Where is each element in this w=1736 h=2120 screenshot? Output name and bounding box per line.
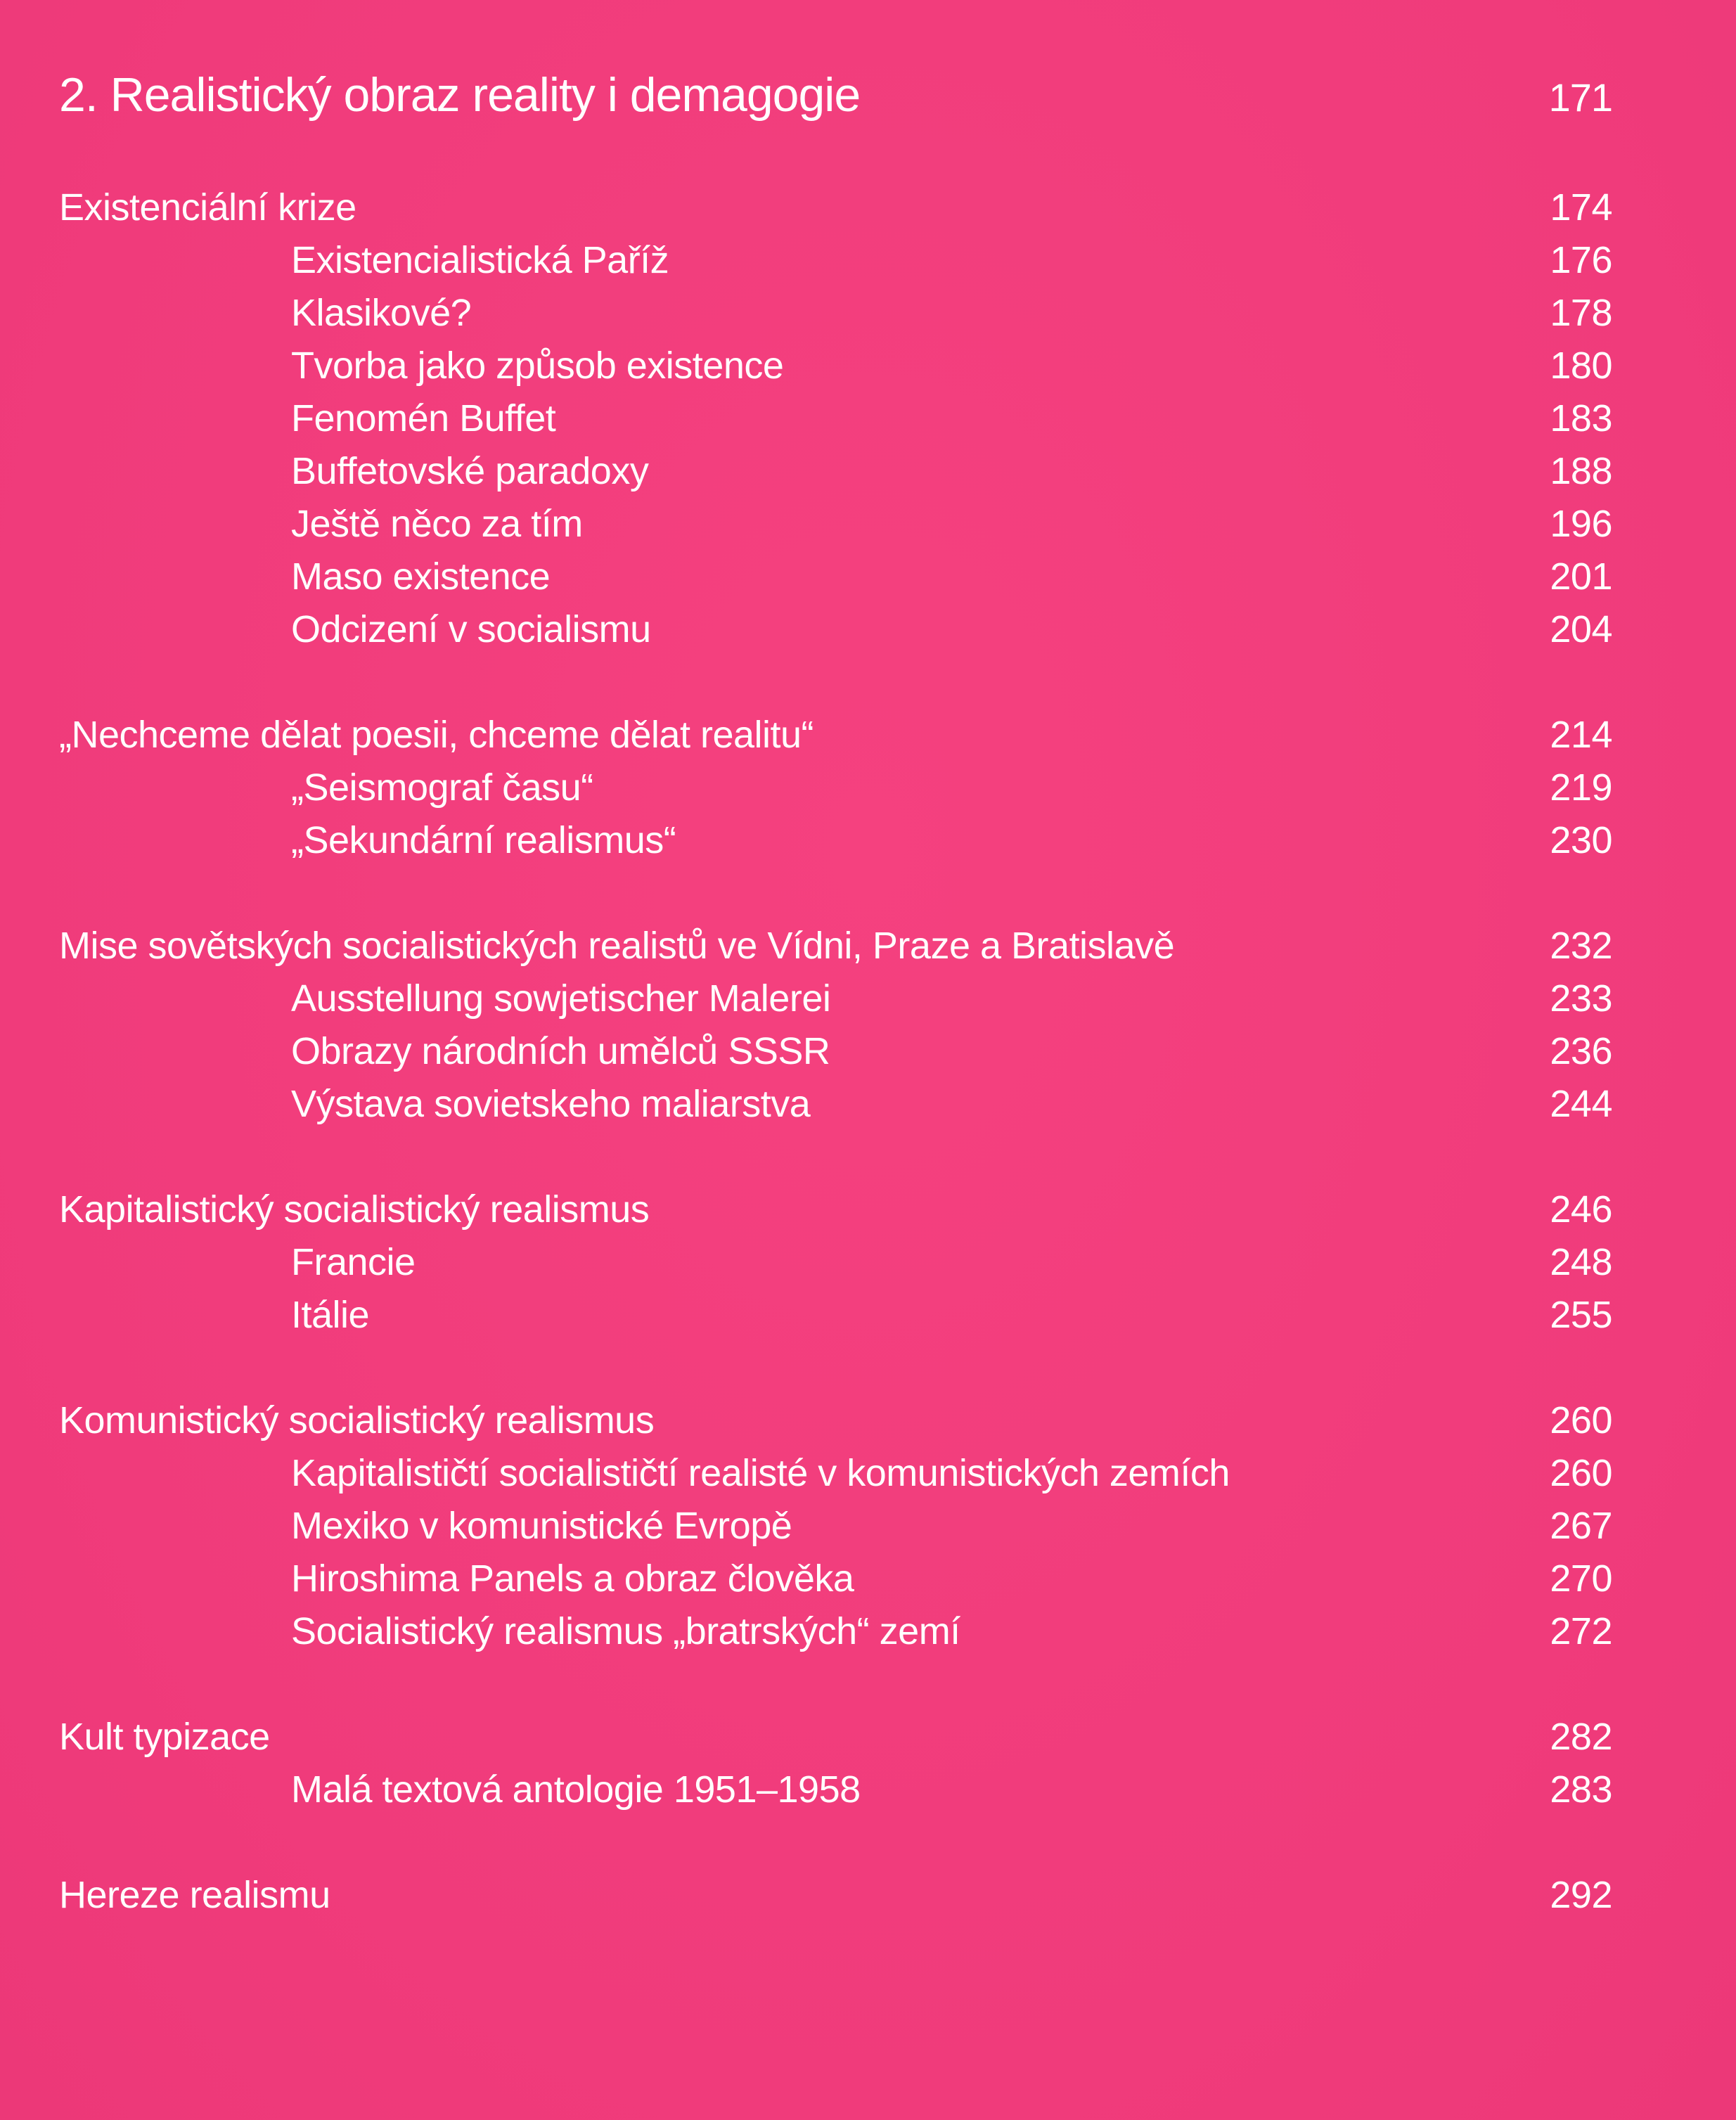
section-title: Mise sovětských socialistických realistů ve Vídni, Praze a Bratislavě	[59, 925, 1175, 967]
subsection-title: Obrazy národních umělců SSSR	[291, 1030, 830, 1072]
subsection-page-number: 272	[1550, 1610, 1612, 1652]
subsection-title: Francie	[291, 1241, 416, 1283]
toc-subsection	[59, 555, 1612, 598]
toc-section	[59, 186, 1612, 229]
section-title: Kapitalistický socialistický realismus	[59, 1188, 650, 1231]
subsection-title: Buffetovské paradoxy	[291, 450, 649, 492]
toc-section	[59, 1715, 1612, 1759]
subsection-page-number: 230	[1550, 819, 1612, 861]
toc-subsection	[59, 291, 1612, 335]
toc-subsection	[59, 1029, 1612, 1073]
subsection-page-number: 219	[1550, 766, 1612, 809]
toc-subsection	[59, 818, 1612, 862]
section-title: „Nechceme dělat poesii, chceme dělat realitu“	[59, 714, 814, 756]
subsection-page-number: 248	[1550, 1241, 1612, 1283]
toc-subsection	[59, 1768, 1612, 1811]
toc-section	[59, 1399, 1612, 1442]
subsection-title: Odcizení v socialismu	[291, 608, 651, 650]
chapter-title: 2. Realistický obraz reality i demagogie	[59, 68, 861, 122]
subsection-page-number: 236	[1550, 1030, 1612, 1072]
toc-subsection	[59, 1240, 1612, 1284]
toc-subsection	[59, 977, 1612, 1020]
subsection-title: Klasikové?	[291, 292, 472, 334]
toc-subsection	[59, 1451, 1612, 1495]
subsection-title: Maso existence	[291, 555, 551, 598]
toc-subsection	[59, 397, 1612, 440]
toc-subsection	[59, 608, 1612, 651]
section-title: Komunistický socialistický realismus	[59, 1399, 655, 1441]
toc-subsection	[59, 1557, 1612, 1600]
section-page-number: 282	[1550, 1716, 1612, 1758]
toc-subsection	[59, 1293, 1612, 1337]
subsection-page-number: 260	[1550, 1452, 1612, 1494]
section-page-number: 292	[1550, 1874, 1612, 1916]
subsection-page-number: 196	[1550, 503, 1612, 545]
chapter-page-number: 171	[1548, 75, 1612, 120]
subsection-title: Hiroshima Panels a obraz člověka	[291, 1557, 854, 1600]
chapter-heading	[59, 68, 1612, 122]
section-page-number: 260	[1550, 1399, 1612, 1441]
toc-subsection	[59, 1610, 1612, 1653]
subsection-title: „Sekundární realismus“	[291, 819, 676, 861]
subsection-title: Kapitalističtí socialističtí realisté v komunistických zemích	[291, 1452, 1230, 1494]
toc-subsection	[59, 766, 1612, 809]
toc-subsection	[59, 344, 1612, 387]
subsection-page-number: 204	[1550, 608, 1612, 650]
toc-section	[59, 713, 1612, 757]
subsection-page-number: 180	[1550, 345, 1612, 387]
subsection-title: Itálie	[291, 1294, 370, 1336]
section-title: Existenciální krize	[59, 186, 356, 229]
subsection-title: Výstava sovietskeho maliarstva	[291, 1083, 811, 1125]
subsection-page-number: 267	[1550, 1505, 1612, 1547]
subsection-page-number: 233	[1550, 977, 1612, 1020]
section-page-number: 246	[1550, 1188, 1612, 1231]
toc-section	[59, 924, 1612, 968]
subsection-title: Tvorba jako způsob existence	[291, 345, 784, 387]
subsection-title: Existencialistická Paříž	[291, 239, 669, 281]
subsection-page-number: 183	[1550, 397, 1612, 439]
toc-subsection	[59, 502, 1612, 546]
toc-subsection	[59, 1504, 1612, 1548]
subsection-page-number: 201	[1550, 555, 1612, 598]
subsection-page-number: 178	[1550, 292, 1612, 334]
subsection-title: Ještě něco za tím	[291, 503, 583, 545]
subsection-title: Ausstellung sowjetischer Malerei	[291, 977, 831, 1020]
subsection-page-number: 270	[1550, 1557, 1612, 1600]
toc-subsection	[59, 238, 1612, 282]
section-page-number: 174	[1550, 186, 1612, 229]
subsection-title: „Seismograf času“	[291, 766, 593, 809]
subsection-title: Malá textová antologie 1951–1958	[291, 1768, 861, 1811]
subsection-title: Socialistický realismus „bratrských“ zemí	[291, 1610, 960, 1652]
toc-section	[59, 1873, 1612, 1917]
toc-section	[59, 1188, 1612, 1231]
subsection-page-number: 283	[1550, 1768, 1612, 1811]
toc-subsection	[59, 1082, 1612, 1126]
section-page-number: 232	[1550, 925, 1612, 967]
subsection-title: Fenomén Buffet	[291, 397, 556, 439]
subsection-page-number: 255	[1550, 1294, 1612, 1336]
section-title: Kult typizace	[59, 1716, 270, 1758]
section-title: Hereze realismu	[59, 1874, 330, 1916]
subsection-title: Mexiko v komunistické Evropě	[291, 1505, 792, 1547]
section-page-number: 214	[1550, 714, 1612, 756]
subsection-page-number: 176	[1550, 239, 1612, 281]
subsection-page-number: 244	[1550, 1083, 1612, 1125]
subsection-page-number: 188	[1550, 450, 1612, 492]
toc-subsection	[59, 449, 1612, 493]
